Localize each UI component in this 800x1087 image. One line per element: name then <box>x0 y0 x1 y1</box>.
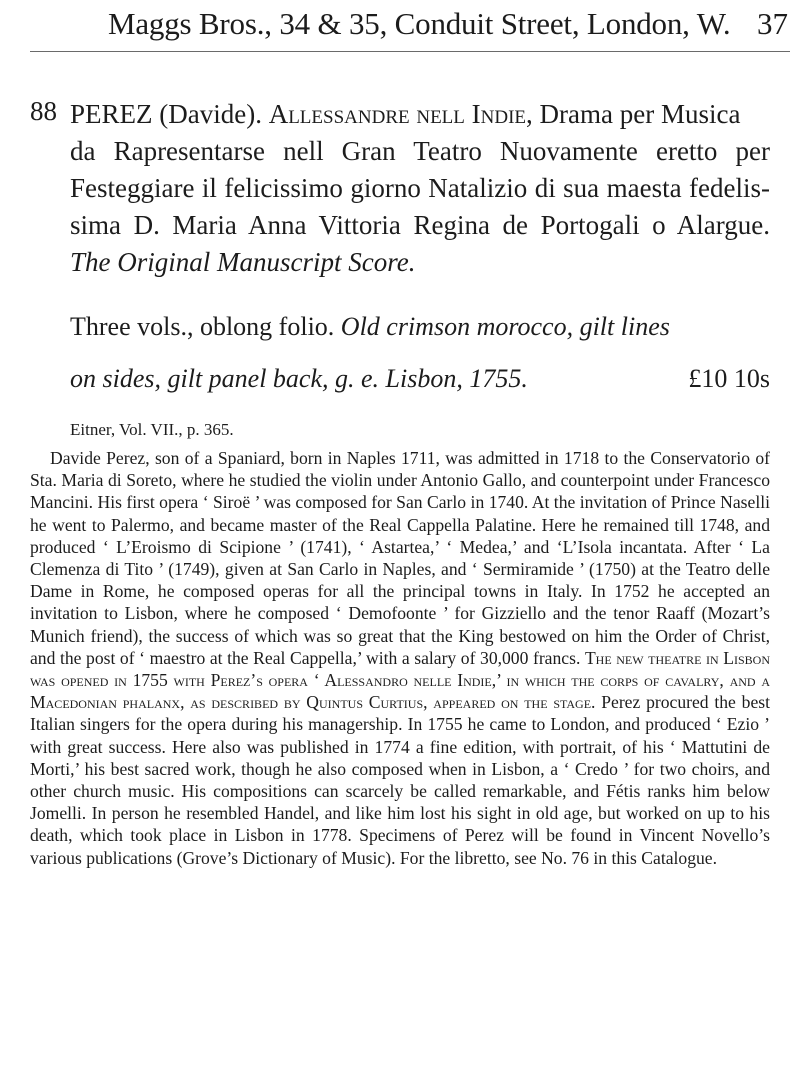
entry-heading <box>70 96 770 281</box>
opera-title-rest: Drama per Musica <box>539 99 741 129</box>
publisher-address: Maggs Bros., 34 & 35, Conduit Street, London, W. <box>108 6 731 41</box>
heading-subtitle: The Original Manuscript Score. <box>70 247 416 277</box>
catalogue-entry <box>30 96 770 869</box>
page-number: 37 <box>757 6 788 41</box>
physical-description <box>70 301 770 405</box>
binding-text: Old crimson morocco, gilt lines <box>340 312 670 341</box>
body-part-2: Perez procured the best Italian singers for the opera during his managership. In 1755 he came to London, and produced ‘ Ezio ’ with great success. Here also was published in 1774 a fine edition, with portrait, of his ‘ Mattutini de Morti,’ his best sacred work, though he also composed when in Lisbon, a ‘ Credo ’ for two choirs, and other church music. His compositions can scarcely be called remarkable, and Fétis ranks him below Jomelli. In person he resembled Handel, and like him lost his sight in old age, but worked on up to his death, which took place in Lisbon in 1778. Specimens of Perez will be found in Vincent Novello’s various publications (Grove’s Dictionary of Music). For the libretto, see No. 76 in this Catalogue. <box>30 692 770 868</box>
price: £10 10s <box>688 364 770 393</box>
format-text: Three vols., oblong folio. <box>70 312 335 341</box>
opera-title: Allessandre nell Indie, <box>268 99 533 129</box>
composer-name: PEREZ (Davide). <box>70 99 262 129</box>
running-header <box>30 4 790 48</box>
heading-line-2: da Rapresentarse nell Gran Teatro Nuovamente eretto per <box>70 136 770 166</box>
heading-line-3: Festeggiare il felicissimo giorno Natalizio di sua maesta fedelis- <box>70 173 770 203</box>
heading-line-4: sima D. Maria Anna Vittoria Regina de Portogali o Alargue. <box>70 210 770 240</box>
header-rule <box>30 51 790 52</box>
heading-line-1 <box>70 96 770 133</box>
desc-line-2: on sides, gilt panel back, g. e. Lisbon, 1755. <box>70 364 528 393</box>
entry-description <box>30 447 770 869</box>
bibliographic-reference: Eitner, Vol. VII., p. 365. <box>70 420 234 439</box>
desc-line-1 <box>70 301 770 353</box>
lot-number: 88 <box>30 96 57 126</box>
body-part-1: Davide Perez, son of a Spaniard, born in Naples 1711, was admitted in 1718 to the Conservatorio of Sta. Maria di Soreto, where he studied the violin under Antonio Gallo, and counterpoint under Francesco Mancini. His first opera ‘ Siroë ’ was composed for San Carlo in 1740. At the invitation of Prince Naselli he went to Palermo, and became master of the Real Cappella Palatine. Here he remained till 1748, and produced ‘ L’Eroismo di Scipione ’ (1741), ‘ Astartea,’ ‘ Medea,’ and ‘L’Isola incantata. After ‘ La Clemenza di Tito ’ (1749), given at San Carlo in Naples, and ‘ Sermiramide ’ (1750) at the Teatro delle Dame in Rome, he composed operas for all the principal towns in Italy. In 1752 he accepted an invitation to Lisbon, where he composed ‘ Demofoonte ’ for Gizziello and the tenor Raaff (Mozart’s Munich friend), the success of which was so great that the King bestowed on him the Order of Christ, and the post of ‘ maestro at the Real Cappella,’ with a salary of 30,000 francs. <box>30 448 770 668</box>
body-small-caps: The new theatre in Lisbon was opened in 1755 with Perez’s opera ‘ Alessandro nelle Indie,’ in which the corps of cavalry, and a Macedonian phalanx, as described by Quintus Curtius, appeared on the stage. <box>30 647 771 713</box>
